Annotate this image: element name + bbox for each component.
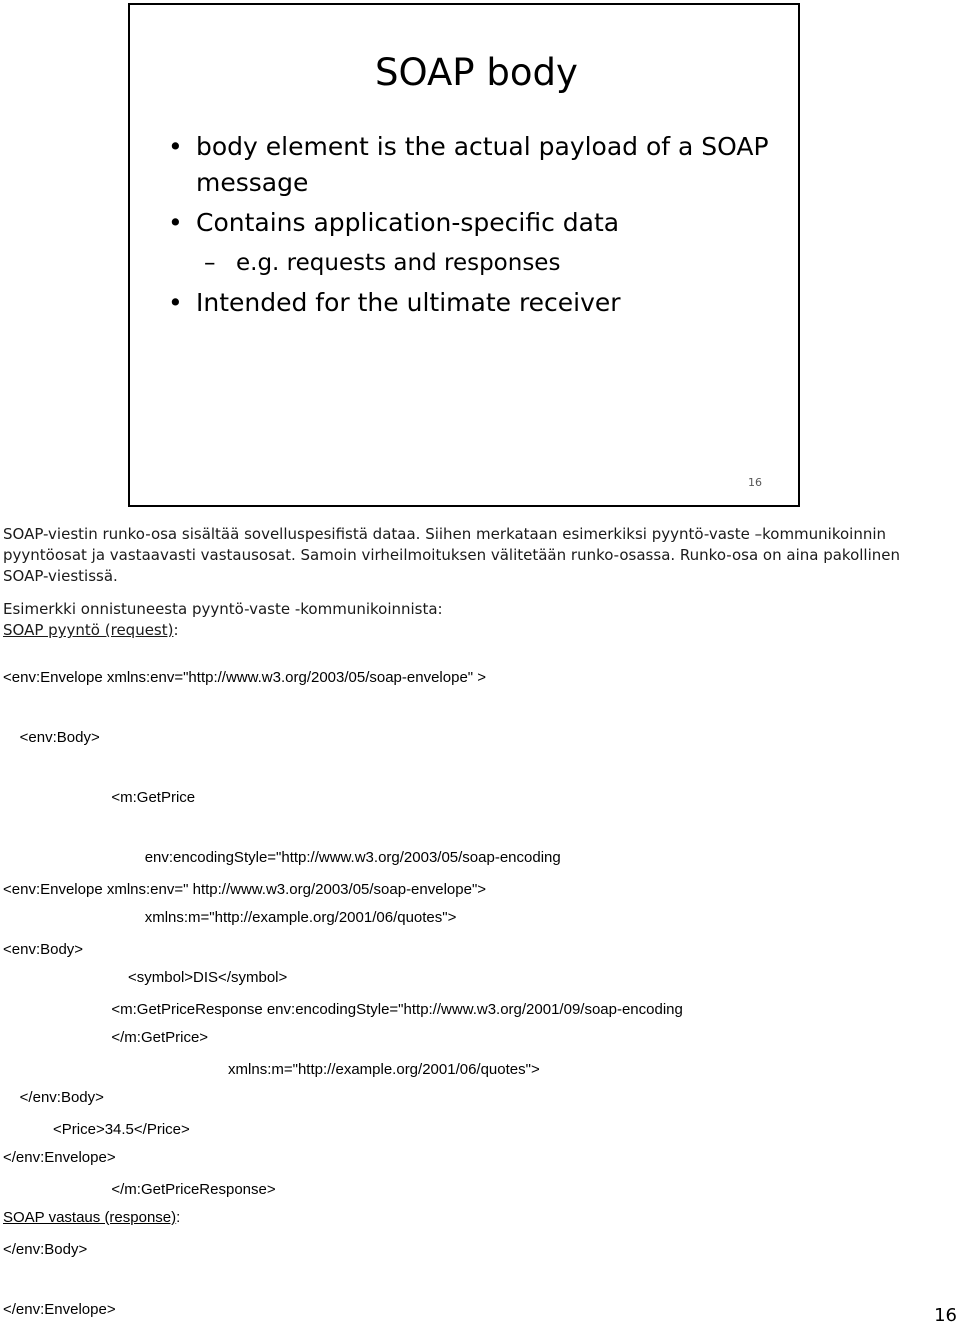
response-code-block xyxy=(3,840,683,1340)
sub-bullet-item: – e.g. requests and responses xyxy=(168,245,778,281)
code-line: </env:Body> xyxy=(3,1241,88,1258)
slide-frame xyxy=(128,3,800,507)
code-line: env:encodingStyle="http://www.w3.org/2003/05/soap-encoding xyxy=(3,849,561,866)
code-line: xmlns:m="http://example.org/2001/06/quotes"> xyxy=(3,1061,540,1078)
code-line: <env:Body> xyxy=(3,941,84,958)
request-label-line: SOAP pyyntö (request): xyxy=(3,621,179,639)
code-line: <env:Envelope xmlns:env=" http://www.w3.org/2003/05/soap-envelope"> xyxy=(3,881,487,898)
code-line: <env:Body> xyxy=(3,729,100,746)
code-line: xmlns:m="http://example.org/2001/06/quotes"> xyxy=(3,909,457,926)
code-line: <m:GetPrice xyxy=(3,789,196,806)
code-line: </env:Envelope> xyxy=(3,1149,116,1166)
bullet-item: • Contains application-specific data xyxy=(168,205,778,241)
response-label: SOAP vastaus (response) xyxy=(3,1209,177,1226)
code-line: </m:GetPrice> xyxy=(3,1029,209,1046)
slide-title: SOAP body xyxy=(375,51,578,94)
bullet-item: • body element is the actual payload of a SOAP message xyxy=(168,129,778,201)
example-intro: Esimerkki onnistuneesta pyyntö-vaste -kommunikoinnista: xyxy=(3,600,443,618)
notes-paragraph: SOAP-viestin runko-osa sisältää sovelluspesifistä dataa. Siihen merkataan esimerkiksi pyyntö-vaste –kommunikoinnin pyyntöosat ja vastaavasti vastausosat. Samoin virheilmoituksen välitetään runko-osassa. Runko-osa on aina pakollinen SOAP-viestissä. xyxy=(3,525,900,585)
code-line: <Price>34.5</Price> xyxy=(3,1121,190,1138)
code-line: <env:Envelope xmlns:env="http://www.w3.org/2003/05/soap-envelope" > xyxy=(3,669,487,686)
bullet-item: • Intended for the ultimate receiver xyxy=(168,285,778,321)
code-line: <m:GetPriceResponse env:encodingStyle="http://www.w3.org/2001/09/soap-encoding xyxy=(3,1001,683,1018)
notes-section xyxy=(3,524,943,641)
code-line: </env:Envelope> xyxy=(3,1301,116,1318)
request-label: SOAP pyyntö (request) xyxy=(3,621,174,639)
response-label-line: SOAP vastaus (response): xyxy=(3,1209,181,1226)
code-line: </env:Body> xyxy=(3,1089,104,1106)
code-line: <symbol>DIS</symbol> xyxy=(3,969,288,986)
slide-number: 16 xyxy=(748,476,762,489)
page-number: 16 xyxy=(934,1305,957,1326)
code-line: </m:GetPriceResponse> xyxy=(3,1181,276,1198)
slide-bullet-list xyxy=(168,129,778,325)
